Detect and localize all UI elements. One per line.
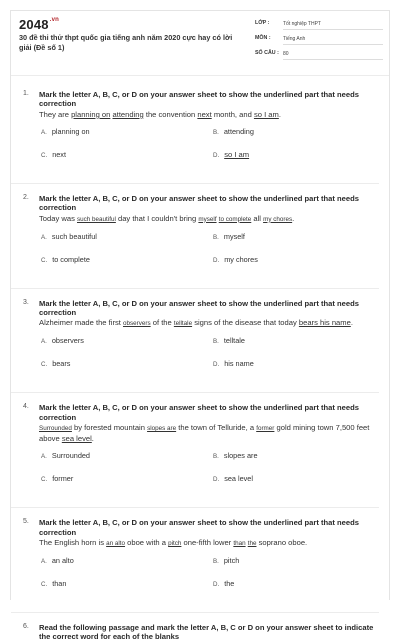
answer-option-b[interactable] xyxy=(213,336,245,345)
sentence-text: of the xyxy=(150,318,174,328)
meta-class-value: Tốt nghiệp THPT xyxy=(283,20,383,30)
question-header xyxy=(11,623,379,642)
option-letter: B. xyxy=(213,338,219,346)
option-letter: D. xyxy=(213,361,220,369)
option-letter: A. xyxy=(41,453,47,461)
question-number: 4. xyxy=(23,403,29,411)
answer-option-a[interactable] xyxy=(41,232,97,241)
sentence-text: soprano oboe. xyxy=(256,538,308,548)
sentence-text: . xyxy=(278,109,281,119)
question-divider xyxy=(11,612,379,613)
question-number: 5. xyxy=(23,518,29,526)
meta-count-label: SỐ CÂU : xyxy=(255,50,279,56)
answer-option-c[interactable] xyxy=(41,150,66,159)
underlined-part: myself xyxy=(198,215,217,223)
option-letter: C. xyxy=(41,361,48,369)
option-letter: D. xyxy=(213,151,220,159)
answer-option-d[interactable] xyxy=(213,474,253,483)
underlined-part: an alto xyxy=(106,540,126,548)
logo-suffix: .vn xyxy=(49,17,60,23)
answer-option-d[interactable] xyxy=(213,579,234,588)
document-title: 30 đề thi thử thpt quốc gia tiếng anh năm 2020 cực hay có lời giải (Đề số 1) xyxy=(19,33,233,52)
answer-options xyxy=(11,336,379,386)
option-text: sea level xyxy=(224,474,253,484)
question-divider xyxy=(11,183,379,184)
underlined-part: the xyxy=(247,540,257,548)
exam-page xyxy=(10,10,390,642)
meta-class-label: LỚP : xyxy=(255,20,270,26)
underlined-part: slopes are xyxy=(147,425,177,433)
underlined-part: attending xyxy=(112,109,144,119)
option-letter: B. xyxy=(213,128,219,136)
question-header xyxy=(11,90,379,120)
question-item xyxy=(11,194,389,289)
question-instruction: Mark the letter A, B, C, or D on your answer sheet to show the underlined part that needs correction xyxy=(39,193,359,213)
question-item xyxy=(11,299,389,394)
option-letter: B. xyxy=(213,233,219,241)
question-divider xyxy=(11,507,379,508)
option-text: observers xyxy=(51,336,84,346)
sentence-text: month, and xyxy=(211,109,254,119)
option-letter: A. xyxy=(41,338,47,346)
option-text: myself xyxy=(223,231,245,241)
option-text: so I am xyxy=(224,149,250,159)
page-header xyxy=(11,11,389,71)
underlined-part: than xyxy=(233,540,246,548)
underlined-part: Surrounded xyxy=(39,425,72,433)
underlined-part: next xyxy=(197,109,212,119)
sentence-text: . xyxy=(91,434,94,444)
option-text: his name xyxy=(224,359,254,369)
sentence-text: by forested mountain xyxy=(71,423,148,433)
option-letter: A. xyxy=(41,558,47,566)
underlined-part: former xyxy=(256,425,275,433)
question-sentence xyxy=(39,423,379,444)
question-number: 3. xyxy=(23,298,29,306)
answer-option-d[interactable] xyxy=(213,255,258,264)
option-letter: C. xyxy=(41,476,48,484)
option-letter: C. xyxy=(41,256,48,264)
sentence-text: . xyxy=(350,318,353,328)
meta-subject-label: MÔN : xyxy=(255,35,271,41)
answer-option-a[interactable] xyxy=(41,451,90,460)
option-letter: C. xyxy=(41,151,48,159)
underlined-part: so I am xyxy=(253,109,279,119)
answer-option-d[interactable] xyxy=(213,359,254,368)
underlined-part: planning on xyxy=(71,109,111,119)
question-header xyxy=(11,403,379,444)
question-item xyxy=(11,518,389,613)
option-text: the xyxy=(224,579,235,589)
site-logo[interactable] xyxy=(19,17,59,32)
underlined-part: bears his name xyxy=(298,318,351,328)
question-header xyxy=(11,518,379,549)
option-letter: A. xyxy=(41,233,47,241)
meta-class-row xyxy=(255,19,383,32)
question-list xyxy=(11,90,389,642)
option-text: former xyxy=(52,474,74,484)
sentence-text: The English horn is xyxy=(39,538,107,548)
underlined-part: observers xyxy=(122,320,151,328)
answer-option-c[interactable] xyxy=(41,579,66,588)
question-sentence xyxy=(39,110,379,120)
option-text: telltale xyxy=(223,336,245,346)
underlined-part: pitch xyxy=(168,540,182,548)
underlined-part: sea level xyxy=(61,434,92,444)
question-instruction: Mark the letter A, B, C, or D on your answer sheet to show the underlined part that needs correction xyxy=(39,518,359,537)
question-item xyxy=(11,403,389,508)
sentence-text: . xyxy=(292,213,295,223)
option-text: attending xyxy=(223,126,254,136)
option-letter: C. xyxy=(41,581,48,589)
question-number: 6. xyxy=(23,623,29,631)
sentence-text: all xyxy=(251,213,264,223)
answer-options xyxy=(11,556,379,606)
question-item xyxy=(11,623,389,642)
option-text: such beautiful xyxy=(51,231,97,241)
question-sentence xyxy=(39,318,379,329)
question-sentence xyxy=(39,214,379,225)
underlined-part: my chores xyxy=(263,215,293,223)
question-instruction: Mark the letter A, B, C, or D on your answer sheet to show the underlined part that needs correction xyxy=(39,298,359,318)
sentence-text: gold mining town 7,500 feet above xyxy=(39,423,370,444)
option-text: an alto xyxy=(51,556,74,566)
meta-count-value: 80 xyxy=(283,50,383,60)
option-letter: D. xyxy=(213,256,220,264)
question-item xyxy=(11,90,389,184)
exam-meta xyxy=(255,19,383,64)
sentence-text: the convention xyxy=(143,109,198,119)
option-text: planning on xyxy=(51,126,90,136)
answer-option-b[interactable] xyxy=(213,127,254,136)
answer-option-d[interactable] xyxy=(213,150,249,159)
answer-options xyxy=(11,127,379,177)
answer-options xyxy=(11,232,379,282)
option-text: pitch xyxy=(223,556,240,566)
answer-option-c[interactable] xyxy=(41,359,70,368)
answer-option-b[interactable] xyxy=(213,232,245,241)
option-letter: D. xyxy=(213,581,220,589)
sentence-text: day that I couldn't bring xyxy=(115,213,199,223)
answer-options xyxy=(11,451,379,501)
question-instruction: Mark the letter A, B, C, or D on your answer sheet to show the underlined part that needs correction xyxy=(39,90,359,109)
answer-option-a[interactable] xyxy=(41,556,74,565)
option-letter: D. xyxy=(213,476,220,484)
sentence-text: oboe with a xyxy=(125,538,169,548)
option-letter: A. xyxy=(41,128,47,136)
meta-count-row xyxy=(255,49,383,62)
meta-subject-value: Tiếng Anh xyxy=(283,35,383,45)
logo-text: 2048 xyxy=(19,17,49,32)
answer-option-a[interactable] xyxy=(41,336,84,345)
answer-option-b[interactable] xyxy=(213,451,258,460)
sentence-text: They are xyxy=(39,109,72,119)
question-sentence xyxy=(39,538,379,549)
question-header xyxy=(11,299,379,330)
sentence-text: Alzheimer made the first xyxy=(39,318,123,328)
question-header xyxy=(11,194,379,225)
answer-option-c[interactable] xyxy=(41,255,90,264)
question-instruction: Mark the letter A, B, C, or D on your answer sheet to show the underlined part that needs correction xyxy=(39,403,359,422)
option-letter: B. xyxy=(213,558,219,566)
answer-option-c[interactable] xyxy=(41,474,73,483)
option-text: Surrounded xyxy=(51,451,90,461)
option-text: bears xyxy=(52,359,71,369)
question-divider xyxy=(11,392,379,393)
sentence-text: Today was xyxy=(39,213,77,223)
question-number: 1. xyxy=(23,90,29,97)
option-letter: B. xyxy=(213,453,219,461)
question-divider xyxy=(11,288,379,289)
answer-option-b[interactable] xyxy=(213,556,239,565)
sentence-text: signs of the disease that today xyxy=(192,318,299,328)
question-instruction: Read the following passage and mark the letter A, B, C or D on your answer sheet to indicate the correct word for each of the blanks xyxy=(39,623,374,642)
option-text: slopes are xyxy=(223,451,258,461)
meta-subject-row xyxy=(255,34,383,47)
answer-option-a[interactable] xyxy=(41,127,90,136)
underlined-part: such beautiful xyxy=(77,215,116,223)
question-number: 2. xyxy=(23,193,29,201)
option-text: to complete xyxy=(52,254,90,264)
option-text: than xyxy=(52,579,67,589)
header-divider xyxy=(11,75,389,76)
sentence-text: one-fifth lower xyxy=(181,538,234,548)
option-text: my chores xyxy=(224,254,258,264)
underlined-part: to complete xyxy=(218,215,252,223)
option-text: next xyxy=(52,149,66,159)
sentence-text: the town of Telluride, a xyxy=(176,423,257,433)
underlined-part: telltale xyxy=(173,320,193,328)
